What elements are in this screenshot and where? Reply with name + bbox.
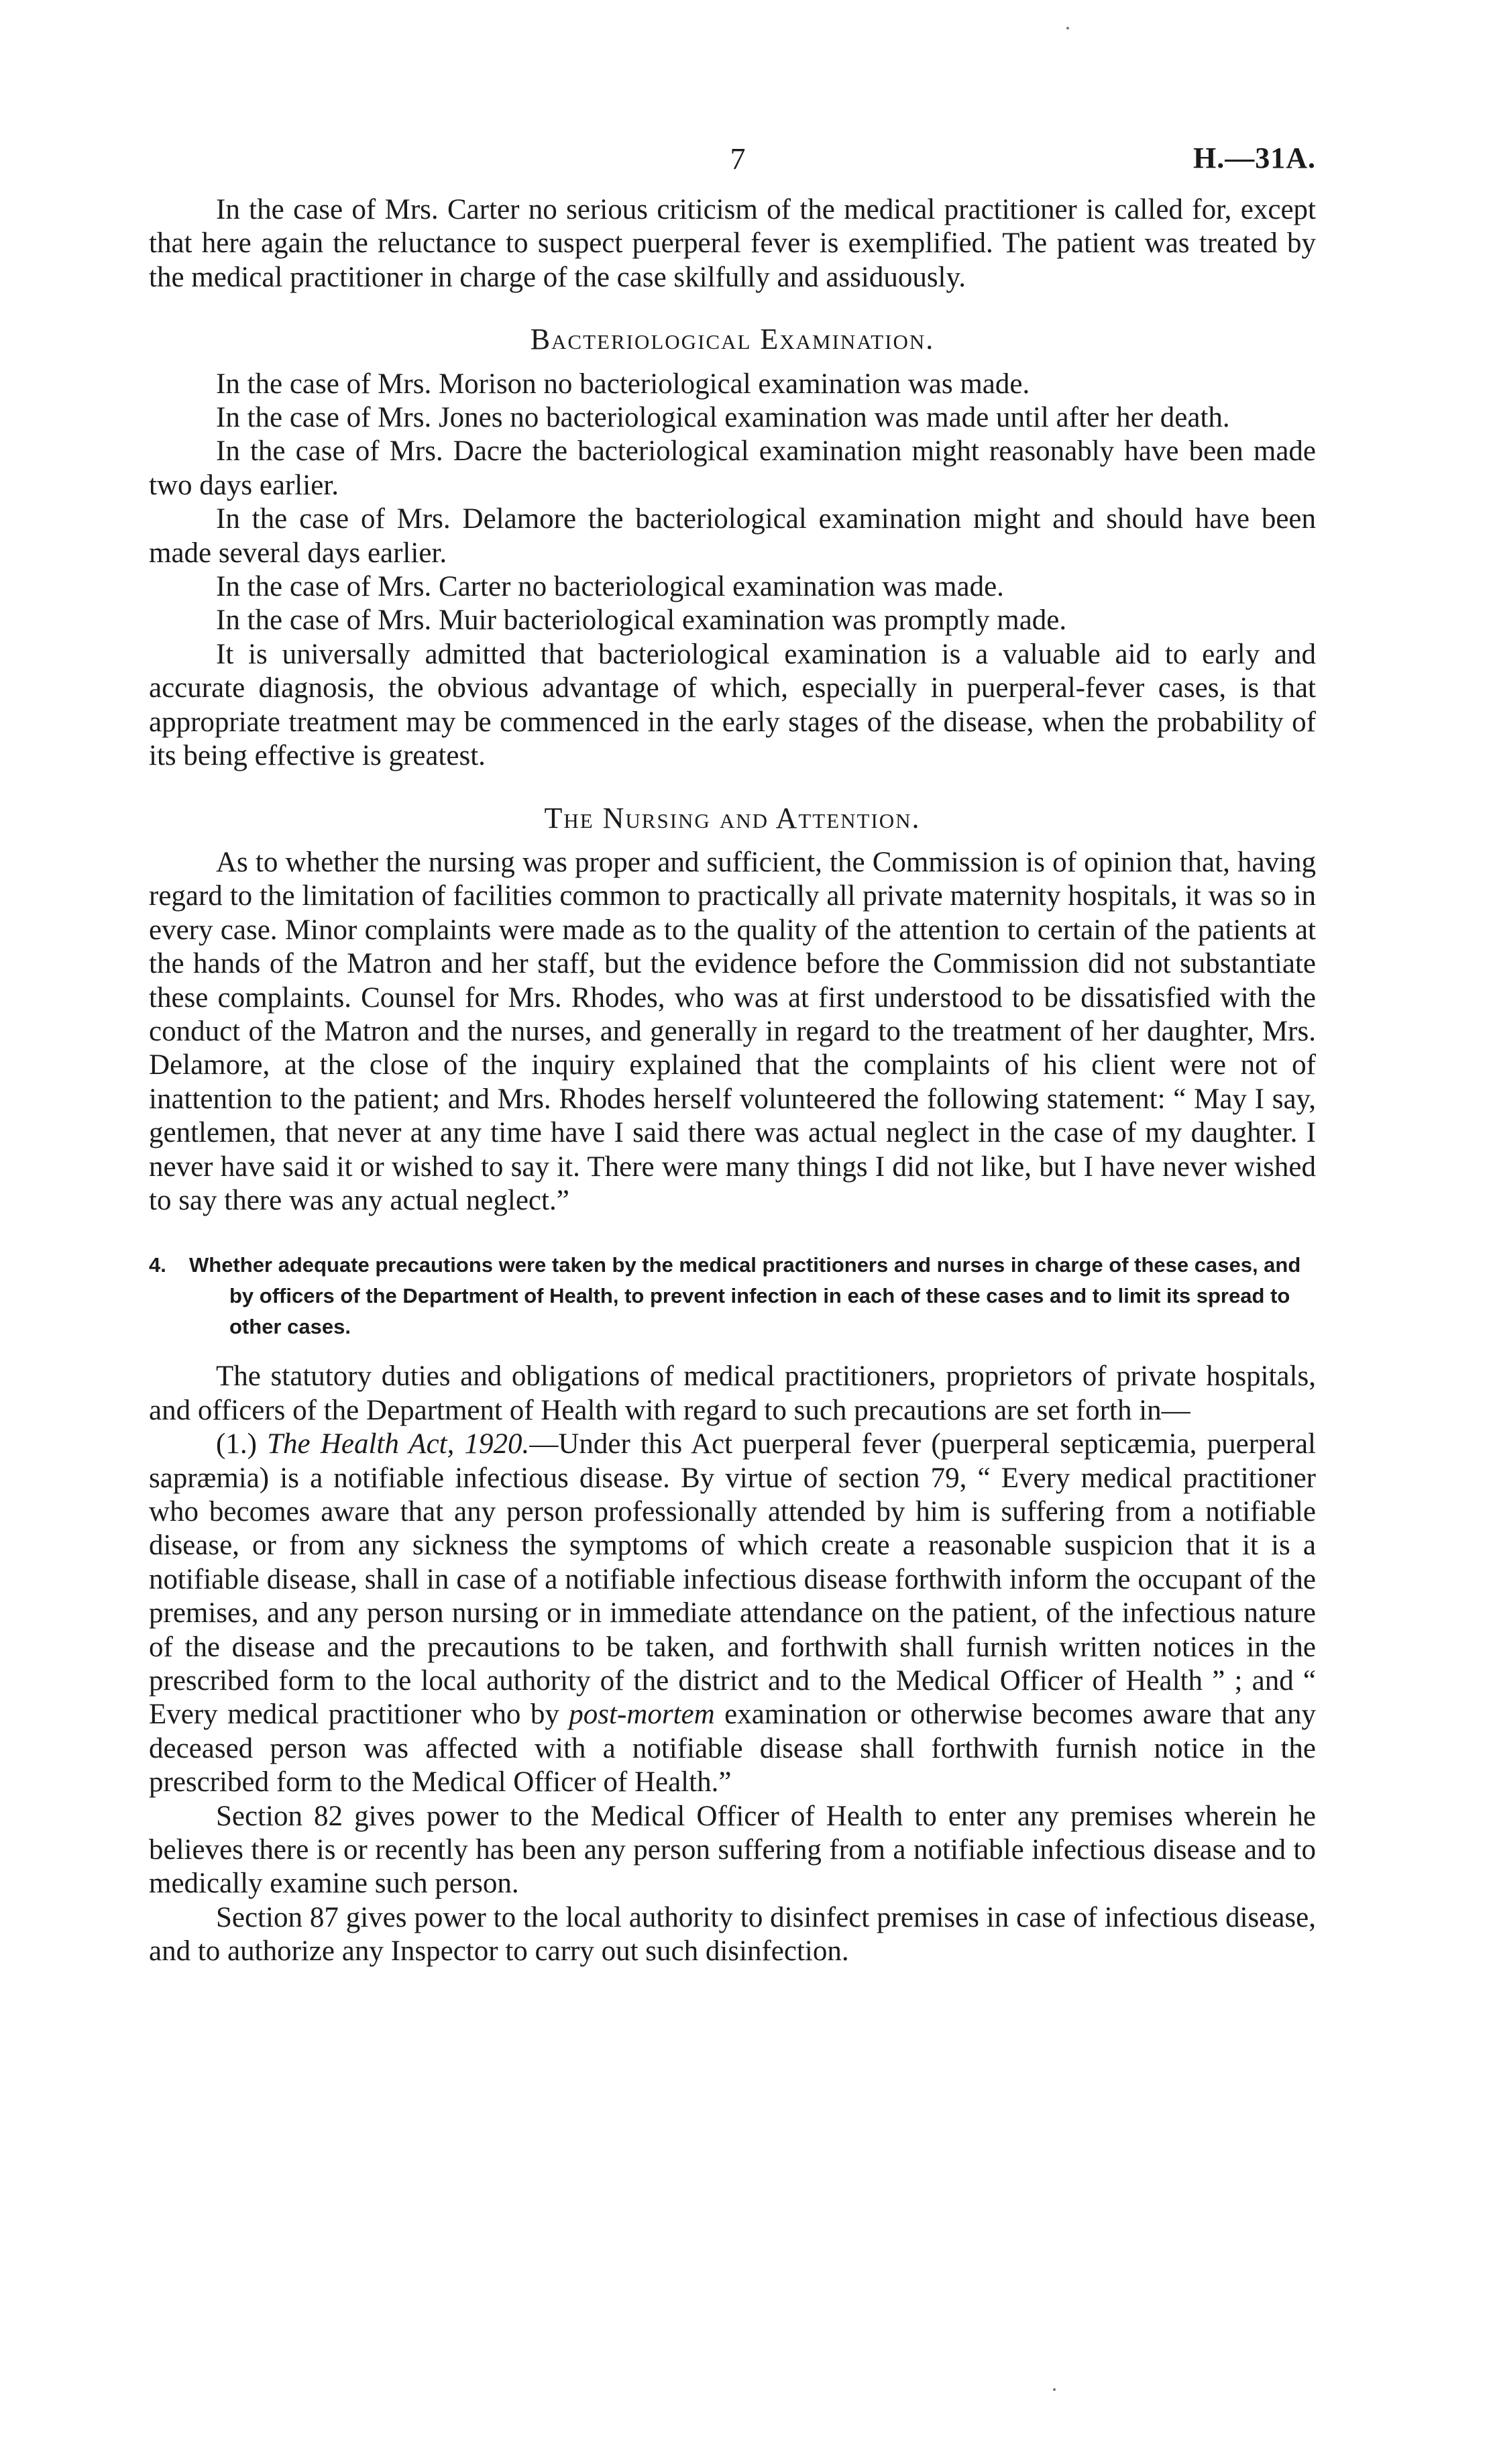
item-number: (1.) (216, 1428, 268, 1460)
paragraph-nursing: As to whether the nursing was proper and sufficient, the Commission is of opinion that, having regard to the limitation of facilities common to practically all private maternity hospitals, it was so in every case. Minor complaints were made as to the quality of the attention to certain of the patients at the hands of the Matron and her staff, but the evidence before the Commission did not substantiate these complaints. Counsel for Mrs. Rhodes, who was at first understood to be dissatisfied with the conduct of the Matron and the nurses, and generally in regard to the treatment of her daughter, Mrs. Delamore, at the close of the inquiry explained that the complaints of his client were not of inattention to the patient; and Mrs. Rhodes herself volunteered the following statement: “ May I say, gentlemen, that never at any time have I said there was actual neglect in the case of my daughter. I never have said it or wished to say it. There were many things I did not like, but I have never wished to say there was any actual neglect.” (149, 846, 1316, 1216)
paragraph-carter: In the case of Mrs. Carter no serious criticism of the medical practitioner is called for, except that here again the reluctance to suspect puerperal fever is exemplified. The patient was treated by the medical practitioner in charge of the case skilfully and assiduously. (149, 194, 1316, 293)
bacteriological-item: In the case of Mrs. Muir bacteriological examination was promptly made. (216, 604, 1067, 637)
scan-speck (1053, 2388, 1056, 2391)
bacteriological-item: In the case of Mrs. Carter no bacteriological examination was made. (216, 571, 1004, 603)
paragraph-statutory-intro: The statutory duties and obligations of medical practitioners, proprietors of private hospitals, and officers of the Department of Health with regard to such precautions are set forth in— (149, 1360, 1316, 1426)
act-text-part-a: —Under this Act puerperal fever (puerperal septicæmia, puerperal sapræmia) is a notifiable infectious disease. By virtue of section 79, “ Every medical practitioner who becomes aware that any person professionally attended by him is suffering from a notifiable disease, or from any sickness the symptoms of which create a reasonable suspicion that it is a notifiable disease, shall in case of a notifiable infectious disease forthwith inform the occupant of the premises, and any person nursing or in immediate attendance on the patient, of the infectious nature of the disease and the precautions to be taken, and forthwith shall furnish written notices in the prescribed form to the local authority of the district and to the Medical Officer of Health ” ; and “ Every medical practitioner who by (149, 1428, 1316, 1731)
heading-bacteriological-examination: Bacteriological Examination. (530, 323, 935, 356)
bacteriological-item: In the case of Mrs. Delamore the bacteriological examination might and should have been made several days earlier. (149, 503, 1316, 569)
bacteriological-item: In the case of Mrs. Jones no bacteriological examination was made until after her death. (216, 402, 1230, 434)
page-number: 7 (730, 142, 746, 176)
question-number: 4. (149, 1253, 166, 1277)
document-reference: H.—31A. (1193, 142, 1316, 174)
italic-term: post-mortem (569, 1699, 715, 1731)
act-text-part-b: examination or otherwise becomes aware that any deceased person was affected with a notifiable disease shall forthwith furnish notice in the prescribed form to the Medical Officer of Health.” (149, 1699, 1316, 1799)
bacteriological-item: It is universally admitted that bacteriological examination is a valuable aid to early and accurate diagnosis, the obvious advantage of which, especially in puerperal-fever cases, is that appropriate treatment may be commenced in the early stages of the disease, when the probability of its being effective is greatest. (149, 638, 1316, 772)
paragraph-section-87: Section 87 gives power to the local authority to disinfect premises in case of infectious disease, and to authorize any Inspector to carry out such disinfection. (149, 1901, 1316, 1968)
scan-speck (1066, 27, 1069, 30)
bacteriological-item: In the case of Mrs. Dacre the bacteriological examination might reasonably have been made two days earlier. (149, 435, 1316, 501)
question-text: Whether adequate precautions were taken by the medical practitioners and nurses in charge of these cases, and by officers of the Department of Health, to prevent infection in each of these cases and to limit its spread to other cases. (189, 1253, 1301, 1339)
heading-nursing-and-attention: The Nursing and Attention. (544, 801, 921, 835)
question-4 (149, 1250, 1316, 1342)
act-title: The Health Act, 1920. (267, 1428, 530, 1460)
document-body (149, 193, 1316, 1969)
bacteriological-item: In the case of Mrs. Morison no bacteriological examination was made. (216, 368, 1030, 400)
paragraph-health-act (149, 1428, 1316, 1799)
paragraph-section-82: Section 82 gives power to the Medical Officer of Health to enter any premises wherein he believes there is or recently has been any person suffering from a notifiable infectious disease and to medically examine such person. (149, 1800, 1316, 1900)
